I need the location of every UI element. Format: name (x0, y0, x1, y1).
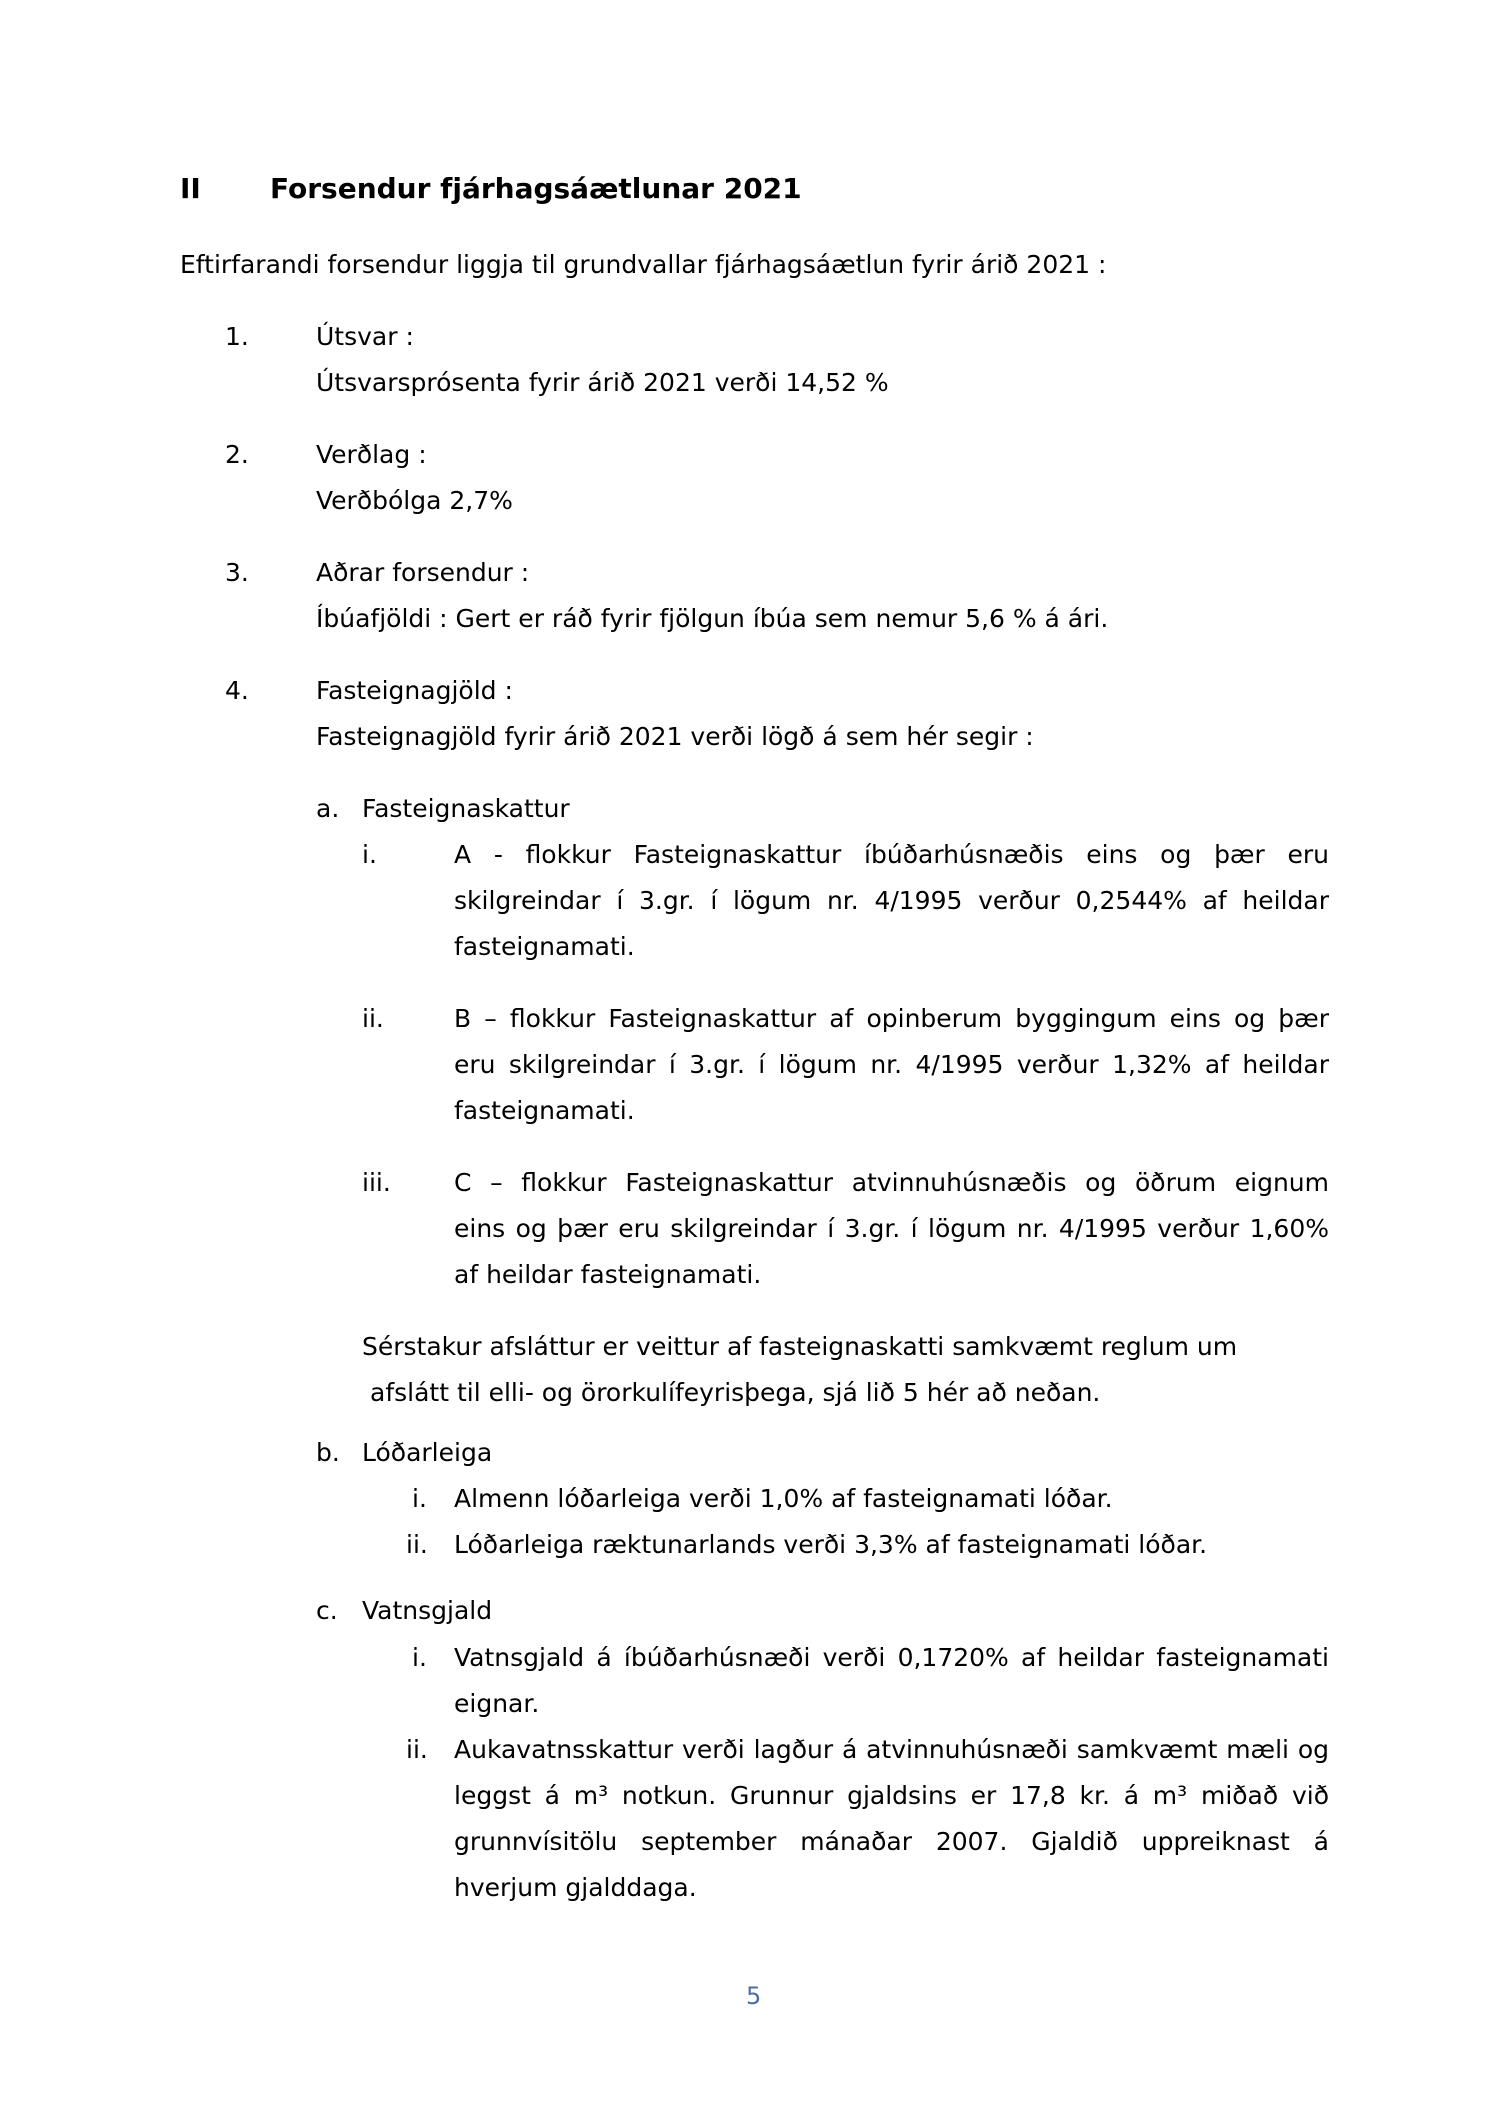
sub-label: b. (316, 1438, 340, 1467)
list-item-line: Vatnsgjald á íbúðarhúsnæði verði 0,1720% af heildar fasteignamati (454, 1643, 1329, 1672)
list-item-line: B – flokkur Fasteignaskattur af opinberum byggingum eins og þær (454, 1004, 1329, 1033)
item-text: Íbúafjöldi : Gert er ráð fyrir fjölgun íbúa sem nemur 5,6 % á ári. (316, 604, 1109, 633)
roman-number: ii. (406, 1735, 428, 1764)
item-number: 2. (225, 440, 249, 469)
item-number: 3. (225, 558, 249, 587)
list-item-line: Almenn lóðarleiga verði 1,0% af fasteignamati lóðar. (454, 1484, 1113, 1513)
roman-number: ii. (406, 1530, 428, 1559)
list-item-line: eins og þær eru skilgreindar í 3.gr. í lögum nr. 4/1995 verður 1,60% (454, 1214, 1329, 1243)
item-title: Aðrar forsendur : (316, 558, 530, 587)
sub-label: c. (316, 1596, 338, 1625)
note-line: Sérstakur afsláttur er veittur af fasteignaskatti samkvæmt reglum um (362, 1332, 1238, 1361)
list-item-line: eignar. (454, 1689, 540, 1718)
list-item-line: fasteignamati. (454, 1096, 635, 1125)
list-item-line: skilgreindar í 3.gr. í lögum nr. 4/1995 verður 0,2544% af heildar (454, 886, 1329, 915)
list-item-line: Aukavatnsskattur verði lagður á atvinnuhúsnæði samkvæmt mæli og (454, 1735, 1329, 1764)
list-item-line: eru skilgreindar í 3.gr. í lögum nr. 4/1995 verður 1,32% af heildar (454, 1050, 1329, 1079)
note-line: afslátt til elli- og örorkulífeyrisþega, sjá lið 5 hér að neðan. (370, 1378, 1101, 1407)
list-item-line: Lóðarleiga ræktunarlands verði 3,3% af fasteignamati lóðar. (454, 1530, 1208, 1559)
page-number: 5 (746, 1982, 762, 2010)
sub-label: a. (316, 794, 340, 823)
section-number: II (180, 172, 201, 205)
list-item-line: grunnvísitölu september mánaðar 2007. Gjaldið uppreiknast á (454, 1827, 1329, 1856)
sub-title: Lóðarleiga (362, 1438, 493, 1467)
roman-number: iii. (362, 1168, 391, 1197)
item-title: Útsvar : (316, 322, 414, 351)
item-text: Fasteignagjöld fyrir árið 2021 verði lögð á sem hér segir : (316, 722, 1034, 751)
section-title: Forsendur fjárhagsáætlunar 2021 (270, 172, 802, 205)
sub-title: Vatnsgjald (362, 1596, 493, 1625)
roman-number: i. (362, 840, 377, 869)
item-number: 4. (225, 676, 249, 705)
sub-title: Fasteignaskattur (362, 794, 570, 823)
roman-number: ii. (362, 1004, 384, 1033)
list-item-line: af heildar fasteignamati. (454, 1260, 762, 1289)
intro-paragraph: Eftirfarandi forsendur liggja til grundvallar fjárhagsáætlun fyrir árið 2021 : (180, 250, 1107, 279)
item-number: 1. (225, 322, 249, 351)
list-item-line: leggst á m³ notkun. Grunnur gjaldsins er 17,8 kr. á m³ miðað við (454, 1781, 1329, 1810)
list-item-line: C – flokkur Fasteignaskattur atvinnuhúsnæðis og öðrum eignum (454, 1168, 1329, 1197)
list-item-line: hverjum gjalddaga. (454, 1873, 697, 1902)
roman-number: i. (412, 1484, 427, 1513)
list-item-line: A - flokkur Fasteignaskattur íbúðarhúsnæðis eins og þær eru (454, 840, 1329, 869)
roman-number: i. (412, 1643, 427, 1672)
list-item-line: fasteignamati. (454, 932, 635, 961)
item-title: Fasteignagjöld : (316, 676, 513, 705)
item-text: Verðbólga 2,7% (316, 486, 513, 515)
item-title: Verðlag : (316, 440, 427, 469)
item-text: Útsvarsprósenta fyrir árið 2021 verði 14,52 % (316, 368, 889, 397)
